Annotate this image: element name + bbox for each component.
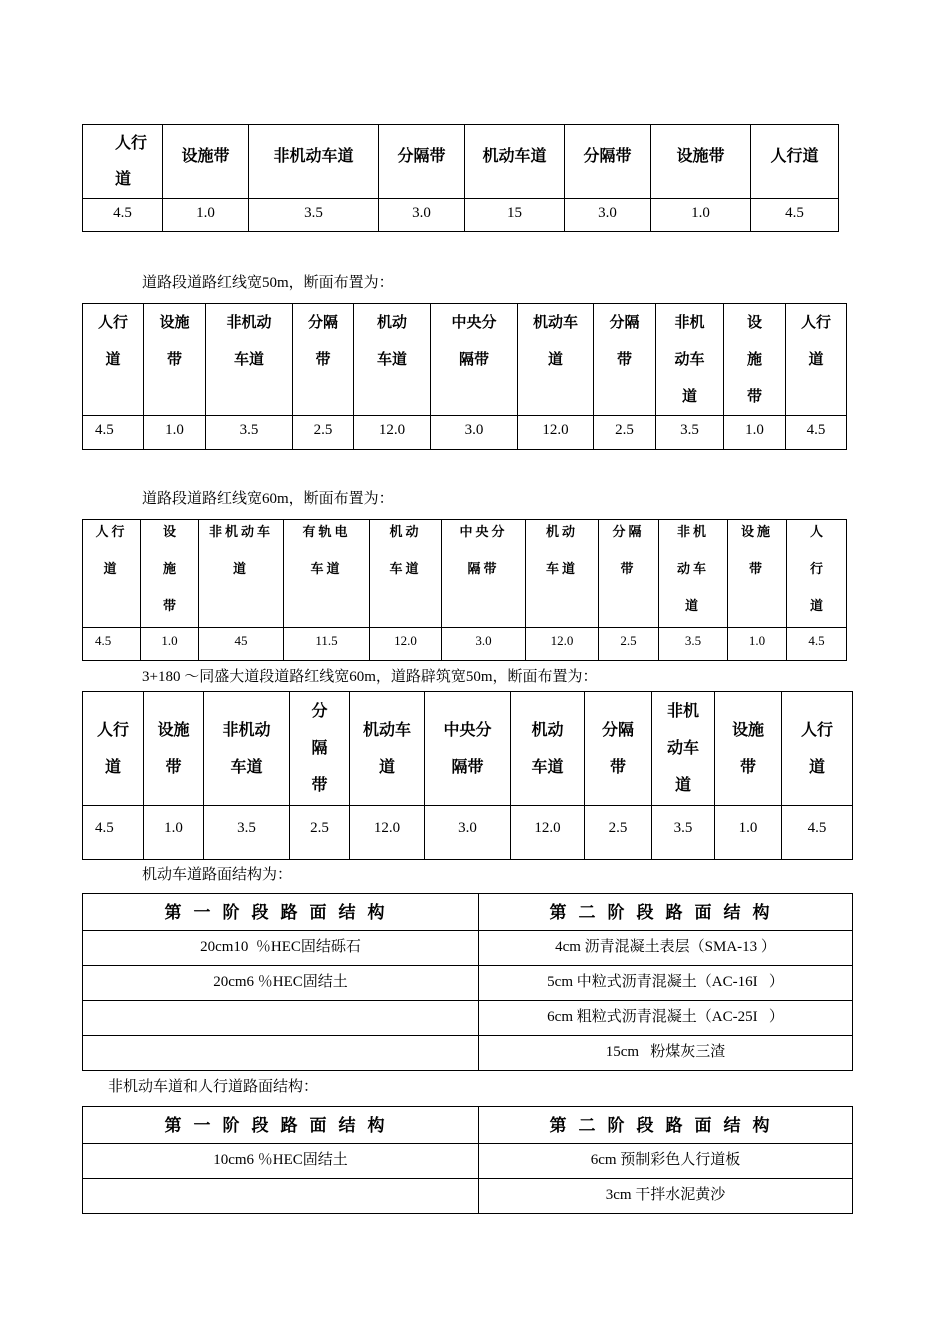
- value-cell: 2.5: [608, 820, 628, 836]
- value-cell: 12.0: [378, 422, 406, 438]
- section-paragraph: 道路段道路红线宽50m，断面布置为：: [142, 275, 394, 291]
- value-cell: 4.5: [95, 633, 112, 648]
- value-cell: 12.0: [542, 422, 569, 438]
- header-cell: 机动 车道: [545, 525, 578, 577]
- header-cell: 非机 动车 道: [674, 313, 705, 405]
- header-cell: 设施带: [181, 146, 230, 165]
- value-cell: 1.0: [164, 820, 183, 836]
- header-cell: 非机动车道: [273, 146, 354, 165]
- header-cell: 机动 车道: [389, 525, 422, 577]
- value-cell: 4.5: [806, 422, 826, 438]
- stage-two-layer: 6cm 粗粒式沥青混凝土（AC-25I ）: [547, 1009, 784, 1025]
- header-cell: 人行 道: [97, 313, 128, 368]
- value-cell: 4.5: [95, 820, 114, 836]
- header-cell: 机动车 道: [362, 720, 411, 776]
- value-cell: 1.0: [161, 633, 178, 648]
- stage-two-layer: 4cm 沥青混凝土表层（SMA-13 ）: [555, 939, 776, 955]
- stage-two-layer: 3cm 干拌水泥黄沙: [605, 1187, 726, 1203]
- value-cell: 3.0: [412, 205, 431, 221]
- value-cell: 1.0: [745, 422, 764, 438]
- header-cell: 机动车 道: [532, 313, 578, 368]
- value-cell: 45: [234, 633, 248, 648]
- value-cell: 2.5: [313, 422, 333, 438]
- stage-two-layer: 6cm 预制彩色人行道板: [590, 1152, 741, 1168]
- header-cell: 非机 动车 道: [676, 525, 709, 614]
- section-paragraph: 道路段道路红线宽60m，断面布置为：: [142, 491, 394, 507]
- header-cell: 人行 道: [800, 720, 833, 776]
- stage-one-header: 第一阶段路面结构: [164, 1116, 397, 1136]
- value-cell: 3.5: [304, 205, 323, 221]
- value-cell: 3.0: [475, 633, 492, 648]
- header-cell: 设施 带: [159, 313, 190, 368]
- value-cell: 4.5: [808, 633, 825, 648]
- stage-one-layer: 20cm6 ％HEC固结土: [213, 974, 348, 990]
- header-cell: 非机动车 道: [208, 525, 273, 577]
- header-cell: 分 隔 带: [311, 701, 328, 794]
- header-cell: 分隔带: [583, 146, 632, 165]
- header-cell: 设施 带: [731, 720, 764, 776]
- value-cell: 12.0: [394, 633, 417, 648]
- value-cell: 1.0: [165, 422, 184, 438]
- section-paragraph: 非机动车道和人行道路面结构：: [108, 1079, 319, 1095]
- value-cell: 1.0: [748, 633, 766, 648]
- value-cell: 3.5: [680, 422, 699, 438]
- header-cell: 分隔 带: [601, 720, 634, 776]
- header-cell: 人行 道: [96, 720, 129, 776]
- value-cell: 3.5: [237, 820, 256, 836]
- header-cell: 有轨电 车道: [302, 525, 351, 577]
- header-cell: 机动 车道: [376, 313, 407, 368]
- value-cell: 4.5: [785, 205, 804, 221]
- table-cross-section-1: [82, 124, 839, 232]
- value-cell: 4.5: [113, 205, 132, 221]
- value-cell: 3.5: [684, 633, 702, 648]
- table-cross-section-2: [82, 303, 847, 450]
- stage-one-header: 第一阶段路面结构: [164, 903, 397, 923]
- value-cell: 2.5: [620, 633, 637, 648]
- header-cell: 人行 道: [800, 313, 831, 368]
- stage-two-header: 第二阶段路面结构: [549, 903, 782, 923]
- header-cell: 人 行 道: [809, 525, 823, 614]
- value-cell: 3.5: [673, 820, 693, 836]
- value-cell: 1.0: [738, 820, 758, 836]
- value-cell: 15: [507, 205, 522, 221]
- header-cell: 分隔 带: [307, 313, 338, 368]
- stage-one-layer: 10cm6 ％HEC固结土: [213, 1152, 348, 1168]
- header-cell: 设 施 带: [162, 525, 176, 614]
- header-cell: 中央分 隔带: [443, 720, 492, 776]
- value-cell: 4.5: [807, 820, 827, 836]
- header-cell: 设施带: [676, 146, 725, 165]
- value-cell: 11.5: [315, 633, 338, 648]
- header-cell: 非机动 车道: [226, 313, 272, 368]
- table-cross-section-4: [82, 691, 853, 860]
- table-pavement-nonmotor: [82, 1106, 853, 1214]
- header-cell: 分隔带: [397, 146, 446, 165]
- header-cell: 机动车道: [482, 146, 547, 165]
- value-cell: 3.0: [464, 422, 484, 438]
- header-cell: 中央分 隔带: [451, 313, 497, 368]
- table-pavement-motor: [82, 893, 853, 1071]
- value-cell: 3.5: [239, 422, 259, 438]
- header-cell: 人行 道: [115, 133, 148, 188]
- header-cell: 设 施 带: [746, 313, 762, 405]
- header-cell: 中央分 隔带: [459, 525, 508, 577]
- section-paragraph: 机动车道路面结构为：: [142, 867, 293, 883]
- header-cell: 人行道: [770, 146, 819, 165]
- value-cell: 1.0: [196, 205, 215, 221]
- value-cell: 1.0: [691, 205, 710, 221]
- stage-two-layer: 15cm 粉煤灰三渣: [605, 1044, 726, 1060]
- value-cell: 12.0: [373, 820, 401, 836]
- value-cell: 4.5: [95, 422, 114, 438]
- header-cell: 分隔 带: [609, 313, 640, 368]
- value-cell: 3.0: [458, 820, 477, 836]
- header-cell: 非机 动车 道: [666, 701, 699, 794]
- stage-one-layer: 20cm10 ％HEC固结砾石: [200, 939, 361, 955]
- header-cell: 人行 道: [95, 525, 128, 577]
- value-cell: 12.0: [550, 633, 574, 648]
- stage-two-layer: 5cm 中粒式沥青混凝土（AC-16I ）: [547, 974, 784, 990]
- header-cell: 非机动 车道: [222, 720, 271, 776]
- value-cell: 12.0: [534, 820, 561, 836]
- value-cell: 3.0: [598, 205, 617, 221]
- value-cell: 2.5: [615, 422, 634, 438]
- stage-two-header: 第二阶段路面结构: [549, 1116, 782, 1136]
- header-cell: 设施 带: [740, 525, 773, 577]
- header-cell: 分隔 带: [612, 525, 645, 577]
- value-cell: 2.5: [310, 820, 329, 836]
- table-cross-section-3: [82, 519, 847, 661]
- section-paragraph: 3+180 ～同盛大道段道路红线宽60m，道路辟筑宽50m，断面布置为：: [142, 669, 598, 685]
- header-cell: 设施 带: [157, 720, 190, 776]
- header-cell: 机动 车道: [531, 720, 564, 776]
